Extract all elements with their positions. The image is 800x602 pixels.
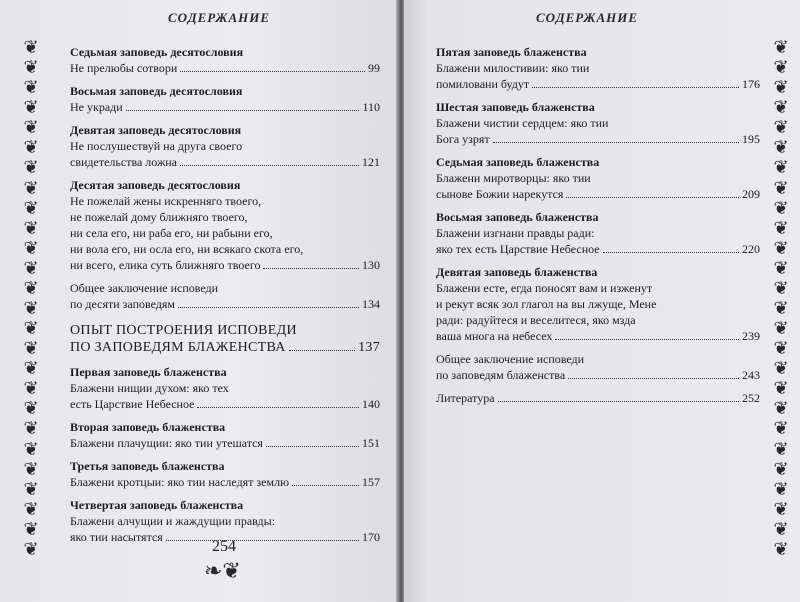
toc-entry-line: Блажени кротцыи: яко тии наследят землю — [70, 475, 290, 489]
toc-entry — [436, 154, 760, 202]
border-ornament-icon: ❦ — [23, 418, 39, 439]
dot-leader — [603, 252, 739, 253]
left-toc — [70, 44, 380, 552]
toc-entry-line: Не укради — [70, 100, 123, 114]
border-ornament-icon: ❦ — [23, 177, 39, 198]
border-ornament-icon: ❦ — [23, 77, 39, 98]
border-ornament-icon: ❦ — [773, 157, 789, 178]
border-ornament-icon: ❦ — [773, 217, 789, 238]
dot-leader — [292, 485, 359, 486]
toc-entry-line: яко тии насытятся — [70, 530, 163, 544]
dot-leader — [555, 339, 739, 340]
border-ornament-icon: ❦ — [23, 157, 39, 178]
border-ornament-icon: ❦ — [773, 37, 789, 57]
toc-entry-line: есть Царствие Небесное — [70, 397, 195, 411]
dot-leader — [197, 407, 359, 408]
toc-entry-title: Десятая заповедь десятословия — [70, 178, 241, 192]
border-ornament-icon: ❦ — [773, 358, 789, 379]
border-ornament-icon: ❦ — [773, 257, 789, 278]
toc-entry — [70, 44, 380, 76]
toc-entry-title: Пятая заповедь блаженства — [436, 45, 587, 59]
toc-entry-line: Блажени есте, егда поносят вам и изженут — [436, 281, 653, 295]
toc-entry-title: Седьмая заповедь блаженства — [436, 155, 600, 169]
toc-entry — [436, 44, 760, 92]
border-ornament-icon: ❦ — [773, 338, 789, 359]
dot-leader — [178, 307, 359, 308]
border-ornament-icon: ❦ — [23, 358, 39, 379]
toc-entry-line: яко тех есть Царствие Небесное — [436, 242, 600, 256]
border-ornament-icon: ❦ — [23, 298, 39, 319]
border-ornament-icon: ❦ — [773, 197, 789, 218]
toc-entry — [70, 364, 380, 412]
toc-entry — [436, 390, 760, 406]
toc-page-number: 157 — [362, 475, 380, 489]
right-toc — [436, 44, 760, 413]
toc-entry-line: Блажени изгнани правды ради: — [436, 226, 595, 240]
toc-entry-title: Первая заповедь блаженства — [70, 365, 227, 379]
toc-page-number: 252 — [742, 391, 760, 405]
border-ornament-icon: ❦ — [773, 177, 789, 198]
toc-entry-line: Бога узрят — [436, 132, 490, 146]
border-ornament-icon: ❦ — [23, 318, 39, 339]
toc-entry-line: Общее заключение исповеди — [436, 352, 585, 366]
border-ornament-icon: ❦ — [23, 458, 39, 479]
toc-page-number: 134 — [362, 297, 380, 311]
page-number: 254 — [212, 538, 236, 555]
border-ornament-icon: ❦ — [773, 398, 789, 419]
toc-page-number: 137 — [358, 340, 380, 355]
toc-entry — [70, 177, 380, 273]
border-ornament-icon: ❦ — [23, 438, 39, 459]
border-ornament-icon: ❦ — [23, 538, 39, 559]
toc-entry-line: Не пожелай жены искренняго твоего, — [70, 194, 262, 208]
toc-entry-line: Блажени миротворцы: яко тии — [436, 171, 591, 185]
border-ornament-icon: ❦ — [773, 77, 789, 98]
toc-page-number: 220 — [742, 242, 760, 256]
border-ornament-icon: ❦ — [773, 318, 789, 339]
toc-entry-title: Шестая заповедь блаженства — [436, 100, 595, 114]
toc-entry-title: Девятая заповедь десятословия — [70, 123, 242, 137]
border-ornament-icon: ❦ — [23, 518, 39, 539]
toc-entry-line: не пожелай дому ближняго твоего, — [70, 210, 248, 224]
toc-entry — [70, 280, 380, 312]
dot-leader — [180, 165, 359, 166]
border-ornament-icon: ❦ — [773, 117, 789, 138]
toc-page-number: 110 — [362, 100, 380, 114]
border-ornament-icon: ❦ — [23, 217, 39, 238]
toc-entry-title: Седьмая заповедь десятословия — [70, 45, 244, 59]
border-ornament-icon: ❦ — [23, 97, 39, 118]
dot-leader — [166, 540, 359, 541]
toc-entry-line: ни всего, елика суть ближняго твоего — [70, 258, 261, 272]
toc-entry-title: Четвертая заповедь блаженства — [70, 498, 244, 512]
toc-page-number: 170 — [362, 530, 380, 544]
border-ornament-icon: ❦ — [23, 117, 39, 138]
border-ornament-icon: ❦ — [773, 97, 789, 118]
toc-entry-line: Блажени алчущии и жаждущии правды: — [70, 514, 276, 528]
dot-leader — [493, 142, 739, 143]
toc-entry-title: Девятая заповедь блаженства — [436, 265, 598, 279]
border-ornament-icon: ❦ — [773, 57, 789, 78]
border-ornament-icon: ❦ — [773, 137, 789, 158]
toc-entry-title: Вторая заповедь блаженства — [70, 420, 226, 434]
left-ornamental-border — [18, 38, 44, 558]
border-ornament-icon: ❦ — [23, 277, 39, 298]
toc-entry-line: Блажени милостивии: яко тии — [436, 61, 590, 75]
right-ornamental-border — [768, 38, 794, 558]
toc-entry-line: ваша многа на небесех — [436, 329, 553, 343]
border-ornament-icon: ❦ — [23, 378, 39, 399]
border-ornament-icon: ❦ — [23, 398, 39, 419]
border-ornament-icon: ❦ — [23, 57, 39, 78]
toc-entry — [70, 458, 380, 490]
toc-entry-line: помиловани будут — [436, 77, 530, 91]
dot-leader — [180, 71, 365, 72]
toc-section-heading — [70, 322, 380, 356]
toc-entry-line: по заповедям блаженства — [436, 368, 566, 382]
toc-entry-line: и рекут всяк зол глагол на вы лжуще, Мене — [436, 297, 657, 311]
border-ornament-icon: ❦ — [773, 538, 789, 559]
toc-entry-line: ПО ЗАПОВЕДЯМ БЛАЖЕНСТВА — [70, 340, 286, 355]
toc-entry-line: ради: радуйтеся и веселитеся, яко мзда — [436, 313, 636, 327]
border-ornament-icon: ❦ — [23, 37, 39, 57]
bottom-ornament: ❧❦ — [204, 558, 241, 583]
toc-page-number: 243 — [742, 368, 760, 382]
dot-leader — [568, 378, 739, 379]
border-ornament-icon: ❦ — [773, 438, 789, 459]
right-page — [404, 0, 800, 602]
right-page-header: СОДЕРЖАНИЕ — [536, 10, 639, 25]
toc-page-number: 121 — [362, 155, 380, 169]
border-ornament-icon: ❦ — [773, 277, 789, 298]
toc-entry-line: по десяти заповедям — [70, 297, 175, 311]
border-ornament-icon: ❦ — [773, 478, 789, 499]
toc-entry-line: Не послушествуй на друга своего — [70, 139, 243, 153]
toc-entry — [436, 351, 760, 383]
toc-entry-line: Не прелюбы сотвори — [70, 61, 178, 75]
toc-entry-line: Блажени чистии сердцем: яко тии — [436, 116, 609, 130]
toc-page-number: 130 — [362, 258, 380, 272]
toc-entry — [436, 99, 760, 147]
border-ornament-icon: ❦ — [773, 518, 789, 539]
toc-entry-line: ОПЫТ ПОСТРОЕНИЯ ИСПОВЕДИ — [70, 323, 297, 338]
border-ornament-icon: ❦ — [23, 498, 39, 519]
toc-entry — [436, 209, 760, 257]
toc-page-number: 195 — [742, 132, 760, 146]
dot-leader — [532, 87, 739, 88]
dot-leader — [498, 401, 739, 402]
toc-page-number: 239 — [742, 329, 760, 343]
dot-leader — [289, 350, 355, 351]
toc-page-number: 176 — [742, 77, 760, 91]
toc-entry-title: Восьмая заповедь блаженства — [436, 210, 599, 224]
dot-leader — [266, 446, 359, 447]
toc-page-number: 151 — [362, 436, 380, 450]
toc-entry-line: Блажени нищии духом: яко тех — [70, 381, 229, 395]
dot-leader — [566, 197, 739, 198]
border-ornament-icon: ❦ — [773, 458, 789, 479]
border-ornament-icon: ❦ — [773, 237, 789, 258]
toc-entry — [70, 83, 380, 115]
toc-entry-line: Блажени плачущии: яко тии утешатся — [70, 436, 263, 450]
toc-entry-title: Восьмая заповедь десятословия — [70, 84, 243, 98]
border-ornament-icon: ❦ — [773, 378, 789, 399]
toc-page-number: 140 — [362, 397, 380, 411]
toc-entry-line: Общее заключение исповеди — [70, 281, 219, 295]
toc-entry-line: ни вола его, ни осла его, ни всякаго скота его, — [70, 242, 304, 256]
border-ornament-icon: ❦ — [773, 498, 789, 519]
toc-entry — [436, 264, 760, 344]
toc-entry — [70, 122, 380, 170]
dot-leader — [263, 268, 359, 269]
border-ornament-icon: ❦ — [773, 418, 789, 439]
border-ornament-icon: ❦ — [23, 478, 39, 499]
border-ornament-icon: ❦ — [23, 237, 39, 258]
left-page-header: СОДЕРЖАНИЕ — [168, 10, 271, 25]
toc-page-number: 99 — [368, 61, 380, 75]
toc-entry — [70, 419, 380, 451]
toc-entry-line: свидетельства ложна — [70, 155, 178, 169]
toc-page-number: 209 — [742, 187, 760, 201]
toc-entry-line: ни села его, ни раба его, ни рабыни его, — [70, 226, 273, 240]
border-ornament-icon: ❦ — [23, 257, 39, 278]
left-page — [0, 0, 398, 602]
border-ornament-icon: ❦ — [23, 197, 39, 218]
border-ornament-icon: ❦ — [23, 338, 39, 359]
border-ornament-icon: ❦ — [773, 298, 789, 319]
toc-entry-line: Литература — [436, 391, 495, 405]
toc-entry-line: сынове Божии нарекутся — [436, 187, 564, 201]
toc-entry-title: Третья заповедь блаженства — [70, 459, 225, 473]
dot-leader — [126, 110, 360, 111]
border-ornament-icon: ❦ — [23, 137, 39, 158]
